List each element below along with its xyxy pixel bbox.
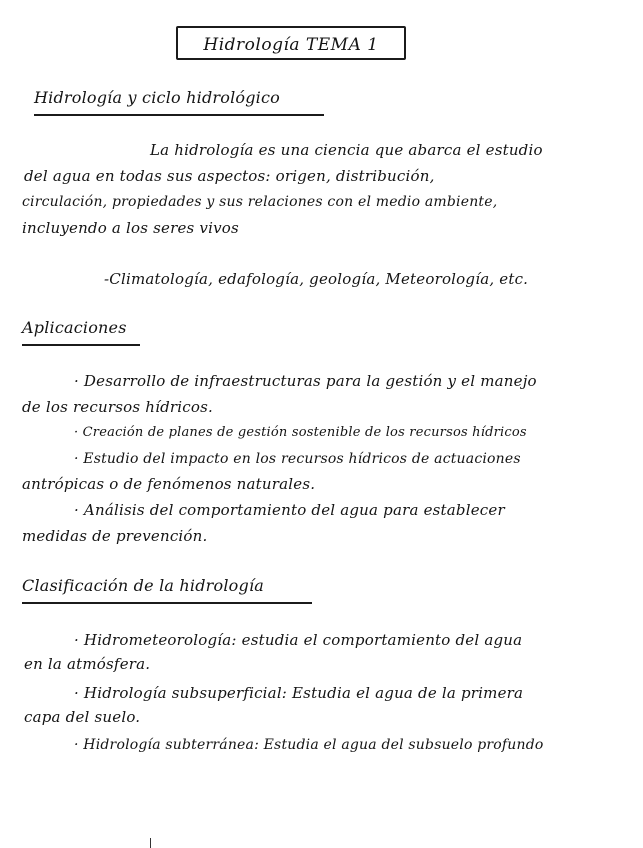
paragraph-line: circulación, propiedades y sus relaciones con el medio ambiente, [22, 194, 498, 210]
list-item: · Hidrología subsuperficial: Estudia el agua de la primera [74, 684, 524, 702]
heading-underline [22, 602, 312, 604]
list-item: · Creación de planes de gestión sostenible de los recursos hídricos [74, 425, 527, 440]
list-item: · Estudio del impacto en los recursos hídricos de actuaciones [74, 451, 521, 467]
related-sciences-line: -Climatología, edafología, geología, Meteorología, etc. [104, 270, 529, 288]
title-box [176, 26, 406, 60]
heading-underline [22, 344, 140, 346]
paragraph-line: La hidrología es una ciencia que abarca el estudio [150, 141, 543, 159]
list-item-continuation: antrópicas o de fenómenos naturales. [22, 475, 316, 493]
list-item: · Hidrología subterránea: Estudia el agua del subsuelo profundo [74, 737, 544, 753]
section-heading-aplicaciones: Aplicaciones [22, 318, 127, 337]
page-title: Hidrología TEMA 1 [203, 35, 379, 55]
list-item-continuation: capa del suelo. [24, 708, 141, 726]
list-item: · Hidrometeorología: estudia el comportamiento del agua [74, 631, 523, 649]
section-heading-hidrologia: Hidrología y ciclo hidrológico [34, 88, 280, 107]
list-item: · Análisis del comportamiento del agua para establecer [74, 501, 505, 519]
list-item-continuation: de los recursos hídricos. [22, 398, 213, 416]
section-heading-clasificacion: Clasificación de la hidrología [22, 576, 264, 595]
list-item: · Desarrollo de infraestructuras para la gestión y el manejo [74, 372, 537, 390]
paragraph-line: incluyendo a los seres vivos [22, 219, 239, 237]
heading-underline [34, 114, 324, 116]
list-item-continuation: en la atmósfera. [24, 655, 151, 673]
list-item-continuation: medidas de prevención. [22, 527, 208, 545]
paragraph-line: del agua en todas sus aspectos: origen, distribución, [24, 167, 435, 185]
margin-mark [150, 838, 151, 848]
